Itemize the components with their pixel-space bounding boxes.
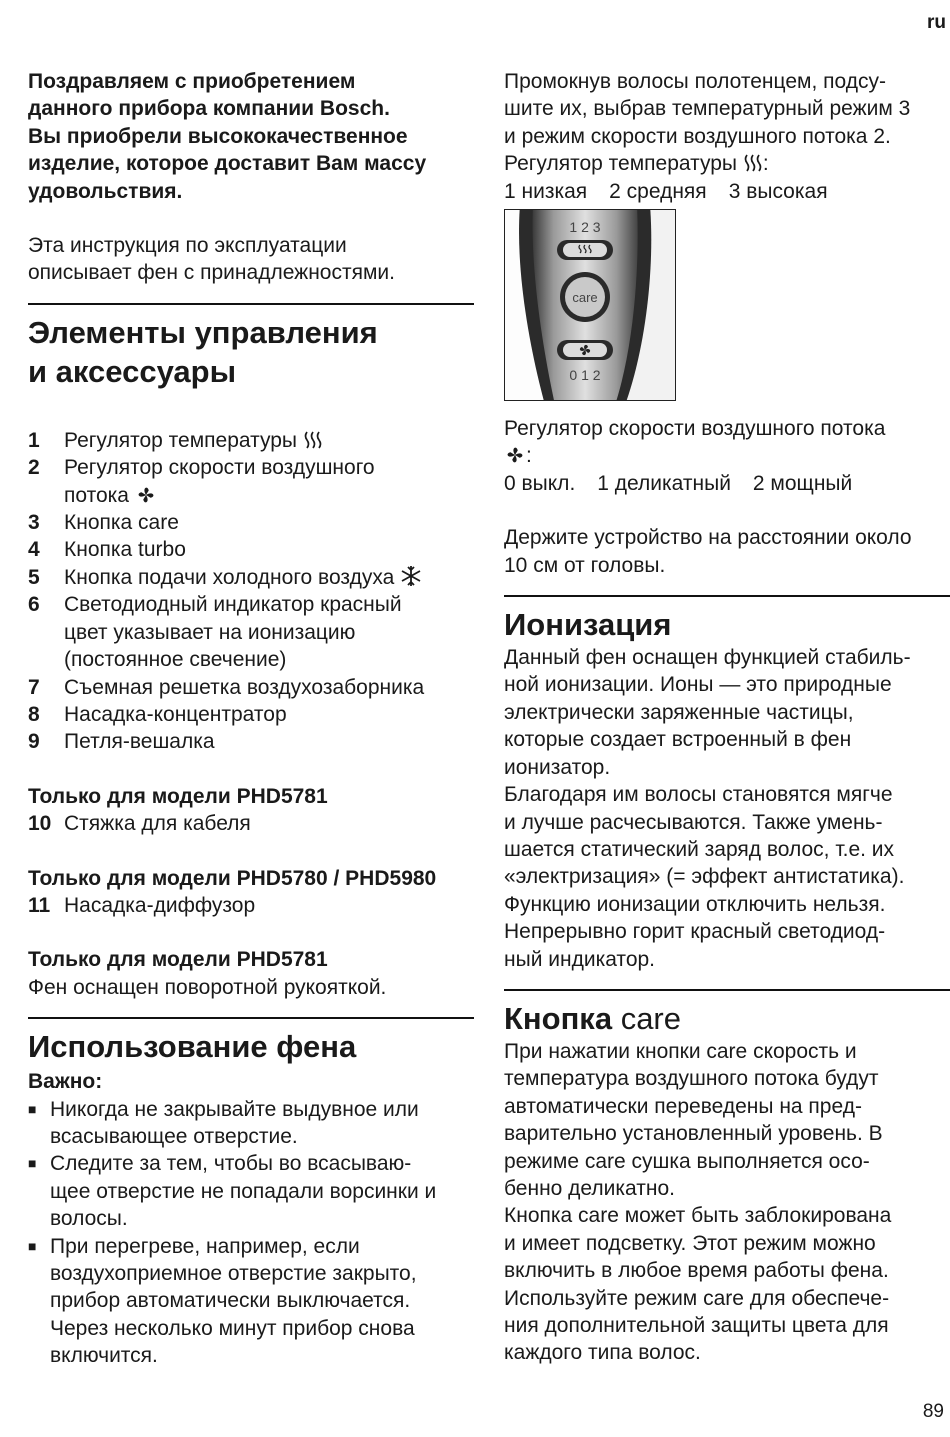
intro-line: Поздравляем с приобретением <box>28 70 356 93</box>
list-item: 7 Съемная решетка воздухозаборника <box>28 675 425 699</box>
language-code: ru <box>927 12 946 33</box>
control-panel-photo <box>504 209 676 401</box>
list-item: 11 Насадка-диффузор <box>28 893 256 917</box>
ionization-title: Ионизация <box>504 607 672 643</box>
intro-line: удовольствия. <box>28 179 183 203</box>
intro-line: изделие, которое доставит Вам массу <box>28 152 427 176</box>
usage-title: Использование фена <box>28 1029 357 1065</box>
left-column <box>28 68 474 1370</box>
list-item: 8 Насадка-концентратор <box>28 702 287 726</box>
page-number: 89 <box>922 1401 944 1422</box>
section-divider <box>28 303 474 305</box>
warnings-list <box>28 1096 474 1370</box>
speed-label: Регулятор скорости воздушного потока <box>504 417 886 441</box>
controls-title-line: Элементы управления <box>28 314 378 350</box>
care-text: При нажатии кнопки care скорость и температура воздушного потока будут автоматически переведены на пред- варительно установленный уровень. В режиме care сушка выполняется осо- бенно деликатно. Кнопка care может быть заблокирована и имеет подсветку. Этот режим можно включить в любое время работы фена. Используйте режим care для обеспече- ния дополнительной защиты цвета для каждого типа волос. <box>504 1039 892 1365</box>
bullet-square-icon: ■ <box>28 1237 37 1254</box>
list-item: 3 Кнопка care <box>28 511 179 535</box>
intro-text-line: Эта инструкция по эксплуатации <box>28 234 347 258</box>
important-label: Важно: <box>28 1070 103 1094</box>
distance-text-line: Держите устройство на расстоянии около <box>504 526 912 550</box>
intro-bold <box>28 68 474 205</box>
fan-icon <box>504 445 526 465</box>
dry-text-line: и режим скорости воздушного потока 2. <box>504 124 891 148</box>
list-item: 9 Петля-вешалка <box>28 730 215 754</box>
list-item: ■ Следите за тем, чтобы во всасываю- щее отверстие не попадали ворсинки и волосы. <box>28 1150 474 1232</box>
heat-icon <box>303 430 323 450</box>
controls-list <box>28 427 474 756</box>
list-item: 4 Кнопка turbo <box>28 538 186 562</box>
temp-label: Регулятор температуры : <box>504 152 769 176</box>
list-item: 10 Стяжка для кабеля <box>28 812 251 836</box>
model-heading: Только для модели PHD5781 <box>28 948 328 972</box>
list-item: ■ Никогда не закрывайте выдувное или всасывающее отверстие. <box>28 1096 474 1151</box>
intro-line: Вы приобрели высококачественное <box>28 124 408 148</box>
dry-text-line: Промокнув волосы полотенцем, подсу- <box>504 70 886 93</box>
intro-text-line: описывает фен с принадлежностями. <box>28 261 395 285</box>
bullet-square-icon: ■ <box>28 1155 37 1172</box>
section-divider <box>28 1017 474 1019</box>
care-button-label: care <box>572 290 598 306</box>
bullet-square-icon: ■ <box>28 1100 37 1117</box>
intro-line: данного прибора компании Bosch. <box>28 97 390 121</box>
right-column <box>504 68 950 1367</box>
speed-scale-digits: 0 1 2 <box>569 367 601 384</box>
distance-text-line: 10 см от головы. <box>504 553 666 577</box>
speed-label-icon-line: : <box>504 442 950 469</box>
snowflake-icon <box>400 565 422 587</box>
list-item: 2 Регулятор скорости воздушного потока <box>28 456 375 507</box>
list-item: 6 Светодиодный индикатор красный цвет указывает на ионизацию (постоянное свечение) <box>28 593 402 672</box>
ionization-text: Данный фен оснащен функцией стабиль- ной ионизации. Ионы — это природные электрически заряженные частицы, которые создает встроенный в фен ионизатор. Благодаря им волосы становятся мягче и лучше расчесываются. Также умень- шается статический заряд волос, т.е. их «электризация» (= эффект антистатика). Функцию ионизации отключить нельзя. Непрерывно горит красный светодиод- ный индикатор. <box>504 646 911 971</box>
model-heading: Только для модели PHD5781 <box>28 784 328 808</box>
section-divider <box>504 595 950 597</box>
model-note: Фен оснащен поворотной рукояткой. <box>28 975 387 999</box>
list-item: 1 Регулятор температуры <box>28 427 474 454</box>
list-item: ■ При перегреве, например, если воздухоприемное отверстие закрыто, прибор автоматически выключается. Через несколько минут прибор снова включится. <box>28 1233 474 1370</box>
fan-icon <box>135 485 157 505</box>
controls-title-line: и аксессуары <box>28 353 237 389</box>
temp-scale-digits: 1 2 3 <box>569 219 601 236</box>
heat-icon <box>743 153 763 173</box>
list-item: 5 Кнопка подачи холодного воздуха <box>28 564 474 591</box>
dry-text-line: шите их, выбрав температурный режим 3 <box>504 97 911 121</box>
speed-levels: 0 выкл. 1 деликатный 2 мощный <box>504 471 853 495</box>
section-divider <box>504 989 950 991</box>
temp-levels: 1 низкая 2 средняя 3 высокая <box>504 179 828 203</box>
care-title: Кнопка care <box>504 1000 681 1036</box>
model-heading: Только для модели PHD5780 / PHD5980 <box>28 866 437 890</box>
